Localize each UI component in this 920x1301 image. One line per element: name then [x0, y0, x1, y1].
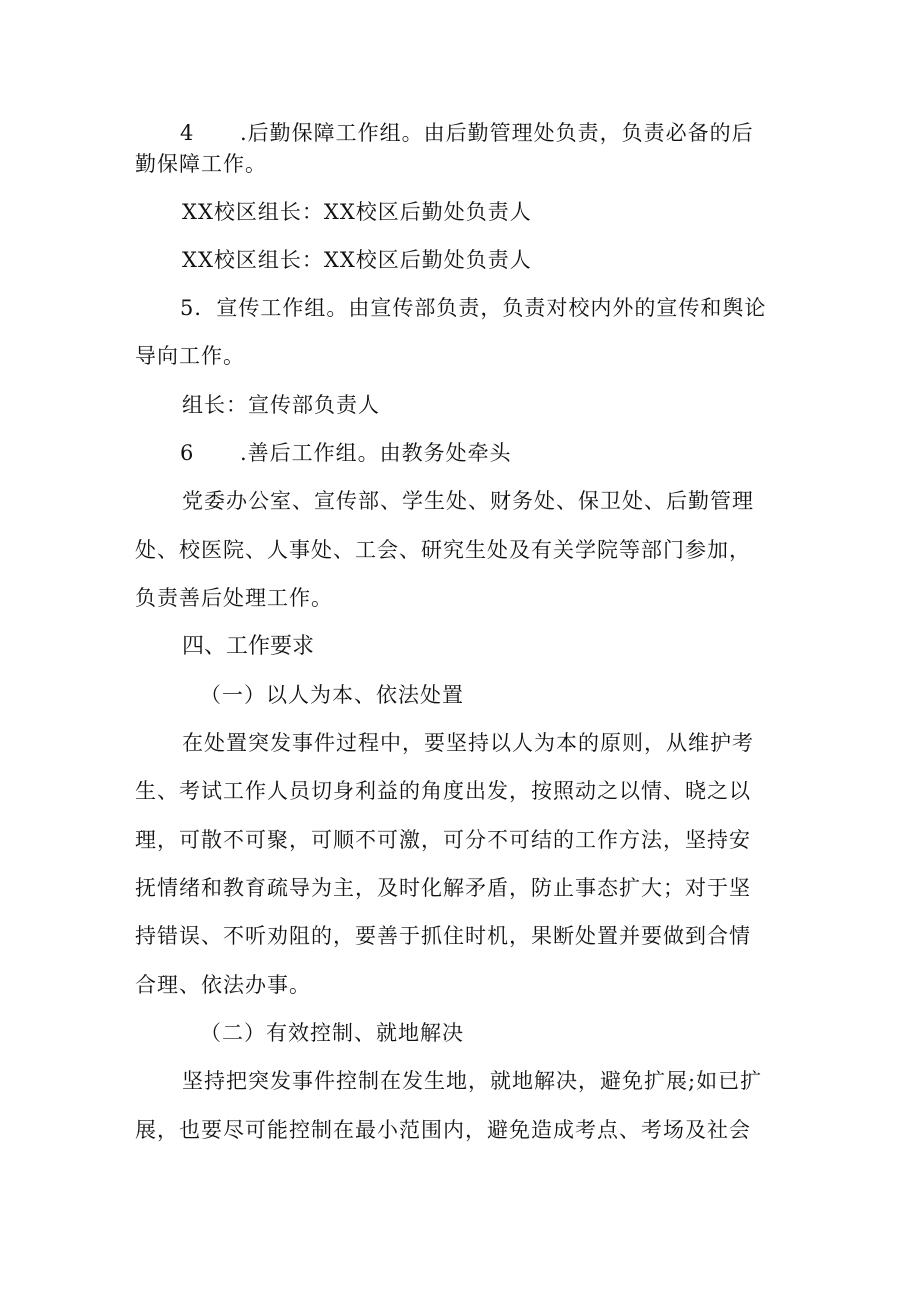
body-text: 党委办公室、宣传部、学生处、财务处、保卫处、后勤管理	[182, 489, 754, 513]
leader-text: XX校区组长：XX校区后勤处负责人	[182, 200, 532, 224]
body-text: 合理、依法办事。	[135, 973, 311, 997]
body-text: 坚持把突发事件控制在发生地，就地解决，避免扩展;如已扩	[182, 1069, 763, 1093]
section-heading-text: 四、工作要求	[182, 634, 315, 659]
body-text: 持错误、不听劝阻的，要善于抓住时机，果断处置并要做到合情	[135, 924, 751, 948]
body-text: 处、校医院、人事处、工会、研究生处及有关学院等部门参加，	[135, 538, 751, 562]
sub1-title-text: （一）以人为本、依法处置	[200, 683, 464, 707]
item4-text-cont: 勤保障工作。	[135, 152, 267, 176]
item5-text: 5．宣传工作组。由宣传部负责，负责对校内外的宣传和舆论	[180, 296, 767, 320]
item5-text-cont: 导向工作。	[135, 344, 245, 368]
item4-number: 4	[180, 121, 195, 145]
leader-text: XX校区组长：XX校区后勤处负责人	[182, 248, 532, 272]
item4-text: .后勤保障工作组。由后勤管理处负责，负责必备的后	[240, 121, 754, 145]
body-text: 展，也要尽可能控制在最小范围内，避免造成考点、考场及社会	[135, 1118, 751, 1142]
body-text: 生、考试工作人员切身利益的角度出发，按照动之以情、晓之以	[135, 779, 751, 803]
body-text: 负责善后处理工作。	[135, 586, 333, 610]
leader-text: 组长：宣传部负责人	[182, 393, 380, 417]
item6-text: .善后工作组。由教务处牵头	[240, 441, 512, 465]
item6-number: 6	[180, 441, 195, 465]
body-text: 理，可散不可聚，可顺不可激，可分不可结的工作方法，坚持安	[135, 828, 751, 852]
body-text: 抚情绪和教育疏导为主，及时化解矛盾，防止事态扩大；对于坚	[135, 876, 751, 900]
sub2-title-text: （二）有效控制、就地解决	[200, 1021, 464, 1045]
body-text: 在处置突发事件过程中，要坚持以人为本的原则，从维护考	[182, 731, 754, 755]
